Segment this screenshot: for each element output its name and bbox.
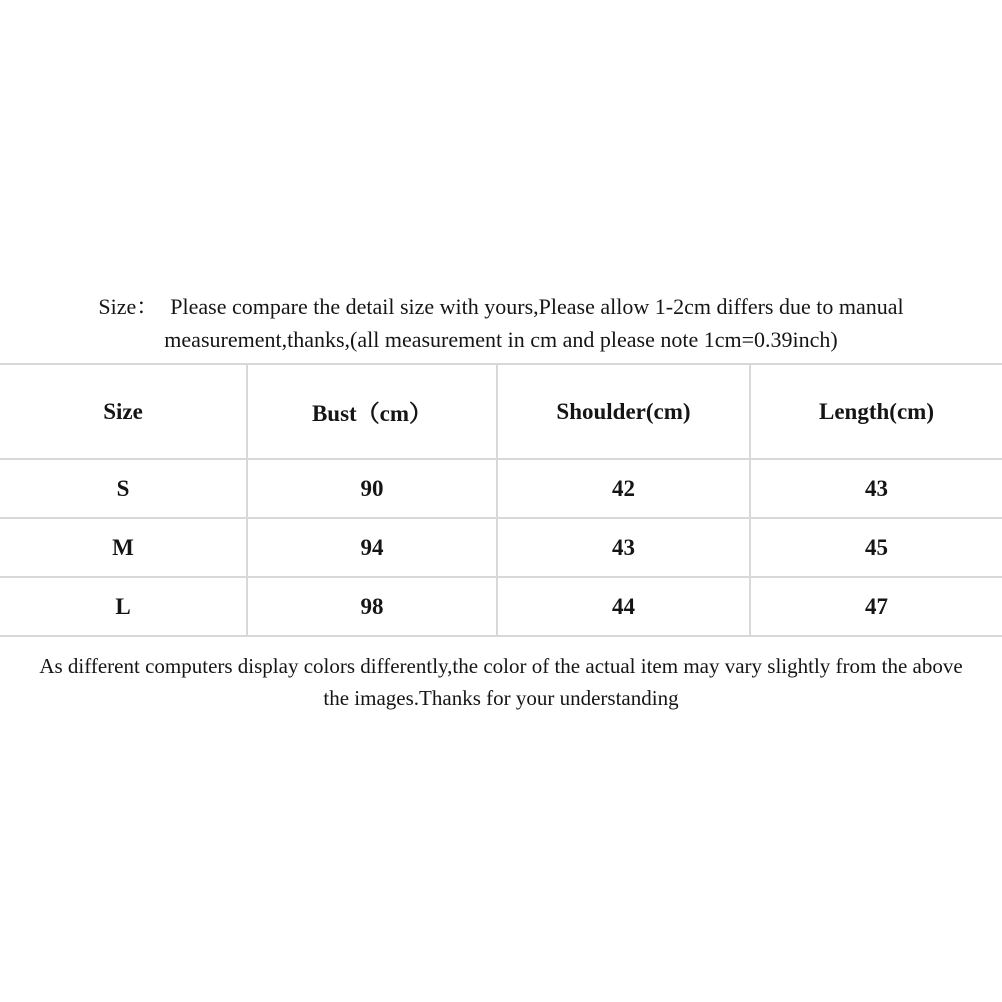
- size-note: [0, 290, 1002, 356]
- cell-bust-s: 90: [247, 459, 497, 518]
- size-note-line2: measurement,thanks,(all measurement in cm and please note 1cm=0.39inch): [164, 327, 838, 352]
- size-table-header-row: [0, 364, 1002, 459]
- table-row-s: [0, 459, 1002, 518]
- cell-length-s: 43: [750, 459, 1002, 518]
- color-disclaimer-line2: the images.Thanks for your understanding: [323, 686, 679, 710]
- size-note-line1-text: Please compare the detail size with yours,Please allow 1-2cm differs due to manual: [170, 294, 904, 319]
- column-header-size: Size: [0, 364, 247, 459]
- cell-bust-l: 98: [247, 577, 497, 636]
- table-row-l: [0, 577, 1002, 636]
- column-header-bust: Bust（cm）: [247, 364, 497, 459]
- size-table-container: [0, 363, 1002, 637]
- color-disclaimer-line1: As different computers display colors differently,the color of the actual item may vary slightly from the above: [39, 654, 963, 678]
- cell-shoulder-m: 43: [497, 518, 750, 577]
- size-note-label: Size：: [98, 294, 159, 319]
- cell-size-l: L: [0, 577, 247, 636]
- cell-shoulder-l: 44: [497, 577, 750, 636]
- column-header-shoulder: Shoulder(cm): [497, 364, 750, 459]
- size-note-line1: [0, 290, 1002, 323]
- table-row-m: [0, 518, 1002, 577]
- cell-shoulder-s: 42: [497, 459, 750, 518]
- cell-size-m: M: [0, 518, 247, 577]
- color-disclaimer: [0, 650, 1002, 714]
- cell-size-s: S: [0, 459, 247, 518]
- size-table: [0, 363, 1002, 637]
- column-header-length: Length(cm): [750, 364, 1002, 459]
- cell-bust-m: 94: [247, 518, 497, 577]
- cell-length-m: 45: [750, 518, 1002, 577]
- cell-length-l: 47: [750, 577, 1002, 636]
